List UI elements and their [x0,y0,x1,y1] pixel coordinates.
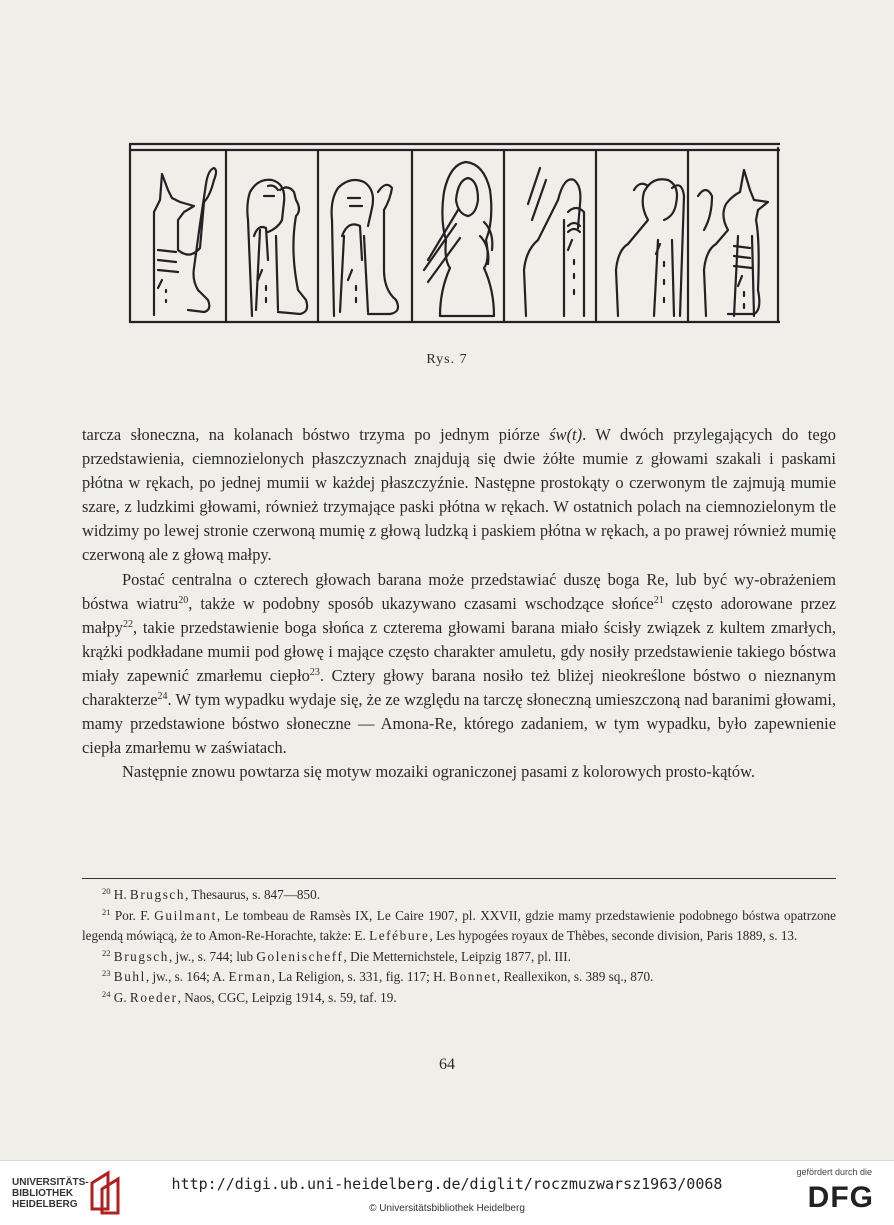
footnote-ref: 20 [178,594,189,606]
footnote [82,947,836,968]
university-line: HEIDELBERG [12,1199,78,1210]
funded-by-label: gefördert durch die [796,1167,872,1177]
footnote-ref: 24 [157,691,168,703]
text-run: . Cztery głowy barana nosiło też bliżej nieokreślone bóstwo o nieznanym charakterze [82,665,836,710]
text-run: , także w podobny sposób ukazywano czasami wschodzące słońce [188,593,654,613]
text-run: , takie przedstawienie boga słońca z czterema głowami barana miało ścisły związek z kultem zmarłych, krążki podkładane mumii pod głowę i mające często charakter amuletu, gdy nosiły przedstawienie takiego bóstwa miały zapewnić zmarłemu ciepło [82,617,836,685]
text-run: , Le tombeau de Ramsès IX, Le Caire 1907, pl. XXVII, gdzie mamy przedstawienie podobnego bóstwa opatrzone legendą mówiącą, że to Amon-Re-Horachte, także: E. [82,907,837,944]
author-name: Erman [228,969,272,985]
author-name: Brugsch [113,948,169,964]
text-run: Por. F. [110,907,155,923]
footnote [82,906,836,947]
document-url-link[interactable]: http://digi.ub.uni-heidelberg.de/diglit/roczmuzwarsz1963/0068 [171,1175,723,1193]
university-line: BIBLIOTHEK [12,1188,74,1199]
author-name: Guilmant [154,907,217,923]
text-run: . W dwóch przylegających do tego przedstawienia, ciemnozielonych płaszczyznach znajdują się dwie żółte mumie z głowami szakali i paskami płótna w rękach, po jednej mumii w każdej płaszczyźnie. Następne prostokąty o czerwonym tle zajmują mumie szare, z ludzkimi głowami, również trzymające paski płótna w rękach. W ostatnich polach na ciemnozielonym tle widzimy po lewej stronie czerwoną mumię z głową ludzką i paskiem płótna w rękach, a po prawej również mumię czerwoną ale z głową małpy. [82,425,836,565]
text-run: , Die Metternichstele, Leipzig 1877, pl. III. [343,948,571,964]
text-run: , Les hypogées royaux de Thèbes, seconde division, Paris 1889, s. 13. [429,928,798,944]
author-name: Golenischeff [256,948,344,964]
text-run: . W tym wypadku wydaje się, że ze względu na tarczę słoneczną umieszczoną nad baranimi głowami, mamy przedstawione bóstwo słoneczne — Amona-Re, którego zadaniem, w tym wypadku, było zapewnienie ciepła zmarłemu w zaświatach. [82,690,836,758]
footnote [82,885,836,906]
author-name: Bonnet [449,969,497,985]
footnote-ref: 21 [102,906,111,917]
footnote [82,967,836,988]
footnote-ref: 22 [102,947,111,958]
footnote-ref: 24 [102,988,111,999]
body-text [82,423,836,784]
text-run: Następnie znowu powtarza się motyw mozaiki ograniczonej pasami z kolorowych prosto-kątów. [122,762,755,782]
figure-caption: Rys. 7 [426,352,468,367]
library-footer [0,1160,894,1225]
footnote [82,988,836,1009]
paragraph [82,760,836,784]
footnote-ref: 21 [653,594,664,606]
page-number: 64 [439,1056,455,1073]
dfg-logo: DFG [807,1181,874,1214]
text-run: Postać centralna o czterech głowach barana może przedstawiać duszę boga Re, lub być wy-obrażeniem bóstwa wiatru [82,569,836,613]
text-run: tarcza słoneczna, na kolanach bóstwo trzyma po jednym piórze [82,425,550,444]
footnote-ref: 23 [309,666,320,678]
text-run: , La Religion, s. 331, fig. 117; H. [271,969,450,985]
copyright-text: © Universitätsbibliothek Heidelberg [369,1203,525,1214]
footnote-ref: 23 [102,968,111,979]
author-name: Buhl [113,969,146,985]
footnote-ref: 22 [122,618,133,630]
text-run: , jw., s. 744; lub [168,948,257,964]
text-run: często adorowane przez małpy [82,593,836,637]
text-run: , Thesaurus, s. 847—850. [185,887,320,902]
author-name: Lefébure [369,928,430,944]
university-line: UNIVERSITÄTS- [12,1177,89,1188]
text-run: , Naos, CGC, Leipzig 1914, s. 59, taf. 19. [177,989,397,1005]
text-run: , Reallexikon, s. 389 sq., 870. [496,969,654,985]
footnote-divider [82,878,836,879]
text-run: , jw., s. 164; A. [145,969,229,985]
author-name: Brugsch [129,887,186,902]
text-run: G. [110,989,130,1005]
figure-mummy-frieze [128,140,780,326]
text-run: H. [110,887,130,902]
paragraph [82,423,836,568]
footnote-ref: 20 [102,886,111,896]
author-name: Roeder [129,989,178,1005]
footnotes [82,885,836,1009]
italic-term: św(t) [549,425,583,444]
paragraph [82,568,836,761]
